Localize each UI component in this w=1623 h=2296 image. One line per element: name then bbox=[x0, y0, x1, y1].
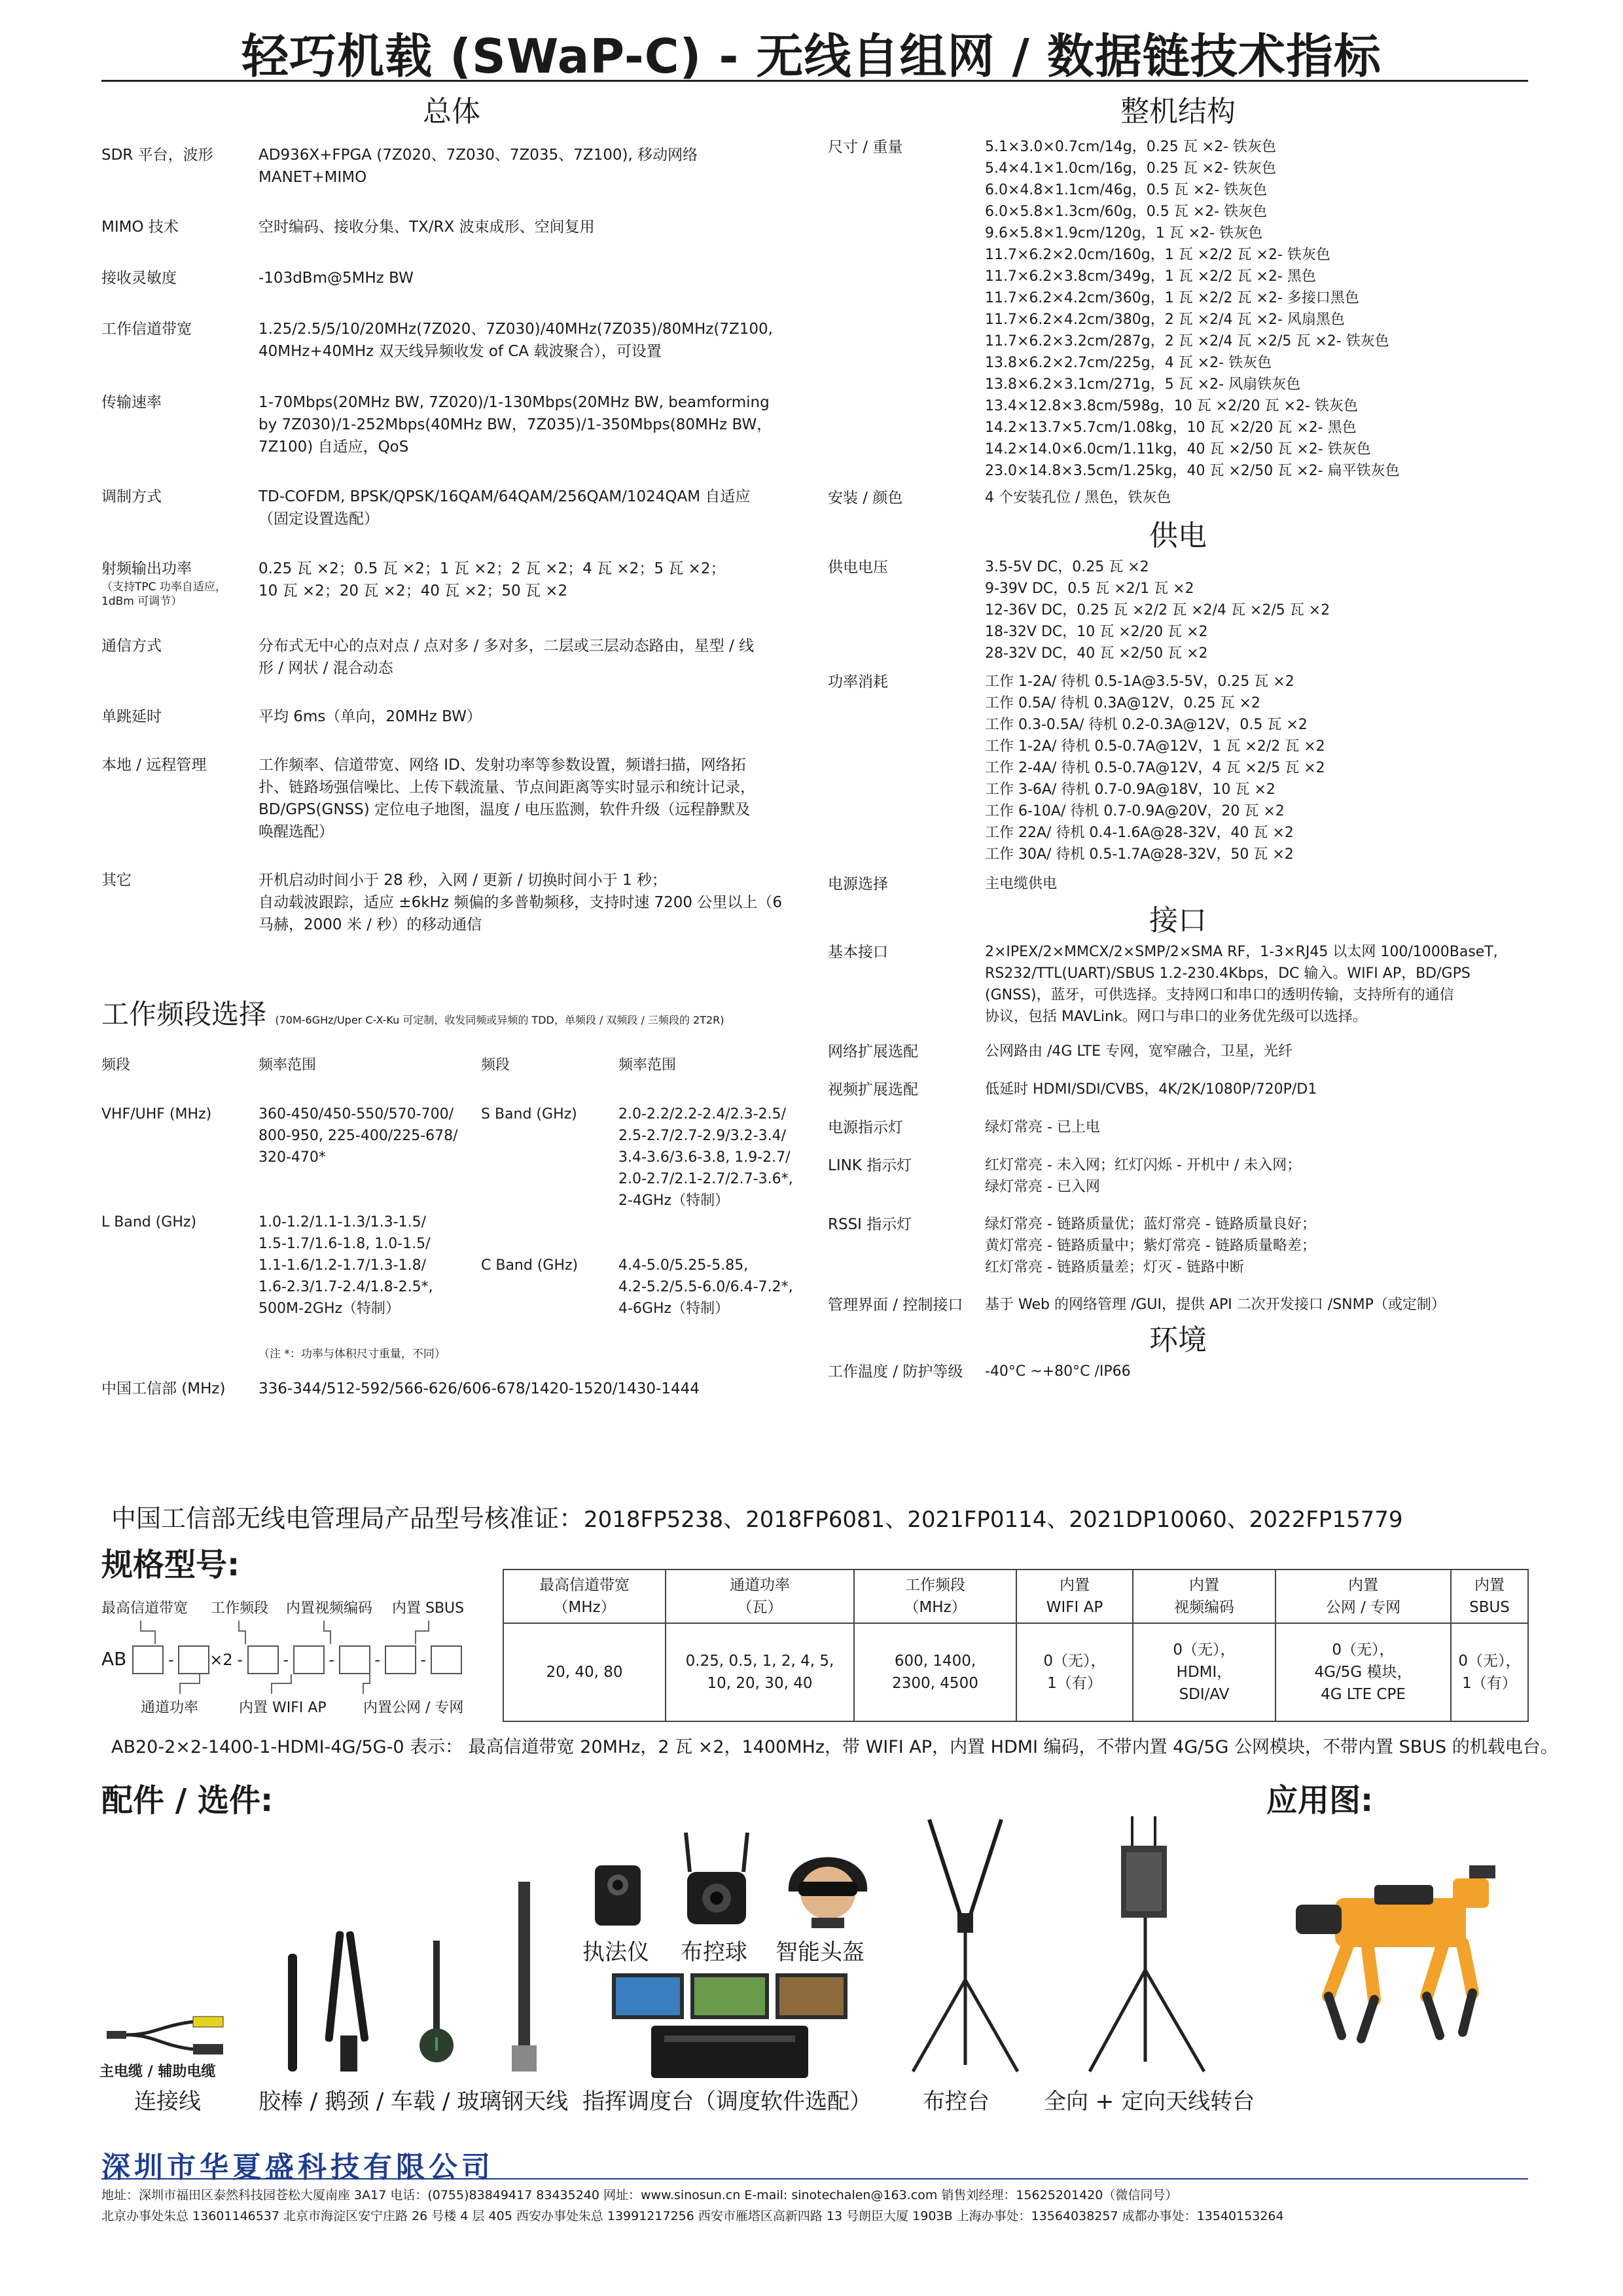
band-range-l: 1.0-1.2/1.1-1.3/1.3-1.5/ 1.5-1.7/1.6-1.8, 1.0-1.5/ 1.1-1.6/1.2-1.7/1.3-1.8/ 1.6-2.3/1.7-2.4/1.8-2.5*, 500M-2GHz（特制） bbox=[259, 1214, 433, 1317]
environment-heading: 环境 bbox=[1149, 1323, 1207, 1357]
spec-value: 低延时 HDMI/SDI/CVBS，4K/2K/1080P/720P/D1 bbox=[985, 1081, 1317, 1098]
turntable-caption: 全向 + 定向天线转台 bbox=[1044, 2089, 1255, 2115]
bands-heading bbox=[101, 995, 802, 1040]
spec-label bbox=[101, 558, 259, 609]
footer-rule bbox=[101, 2178, 1528, 2179]
spec-value: 0.25 瓦 ×2；0.5 瓦 ×2；1 瓦 ×2；2 瓦 ×2；4 瓦 ×2；5 瓦 ×2； 10 瓦 ×2；20 瓦 ×2；40 瓦 ×2；50 瓦 ×2 bbox=[259, 560, 726, 600]
code-box-video bbox=[339, 1645, 370, 1674]
tripod-caption: 布控台 bbox=[923, 2089, 990, 2115]
model-heading: 规格型号: bbox=[101, 1547, 240, 1583]
spec-label: 电源选择 bbox=[828, 876, 888, 893]
table-header: 内置 SBUS bbox=[1451, 1570, 1528, 1623]
model-code-diagram bbox=[101, 1597, 494, 1728]
code-box-bandwidth bbox=[132, 1645, 164, 1674]
spec-value: AD936X+FPGA (7Z020、7Z030、7Z035、7Z100), 移动网络 MANET+MIMO bbox=[259, 147, 698, 186]
general-heading: 总体 bbox=[423, 95, 480, 128]
code-label-network: 内置公网 / 专网 bbox=[363, 1700, 464, 1716]
spec-value: 绿灯常亮 - 已上电 bbox=[985, 1119, 1100, 1136]
spec-row-link-led bbox=[828, 1155, 1528, 1198]
spec-row-mimo bbox=[101, 216, 802, 238]
spec-row-latency bbox=[101, 706, 802, 728]
spec-row-environment bbox=[828, 1361, 1528, 1383]
band-range-vhf: 360-450/450-550/570-700/ 800-950, 225-400/225-678/ 320-470* bbox=[259, 1106, 458, 1166]
spec-row-sensitivity bbox=[101, 267, 802, 289]
smart-helmet-image bbox=[772, 1820, 883, 1931]
spec-value: 1.25/2.5/5/10/20MHz(7Z020、7Z030)/40MHz(7Z035)/80MHz(7Z100, 40MHz+40MHz 双天线异频收发 of CA 载波聚合），可设置 bbox=[259, 321, 773, 360]
spec-label: LINK 指示灯 bbox=[828, 1157, 912, 1174]
spec-value: -40°C ~+80°C /IP66 bbox=[985, 1363, 1131, 1380]
band-footnote: （注 *：功率与体积尺寸重量，不同） bbox=[259, 1348, 446, 1361]
table-header-row bbox=[503, 1570, 1528, 1623]
code-box-sbus bbox=[431, 1645, 462, 1674]
spec-value: 工作频率、信道带宽、网络 ID、发射功率等参数设置，频谱扫描，网络拓 扑、链路场强信噪比、上传下载流量、节点间距离等实时显示和统计记录， BD/GPS(GNSS) 定位电子地图，温度 / 电压监测，软件升级（远程静默及 唤醒选配） bbox=[259, 757, 755, 840]
code-label-bandwidth: 最高信道带宽 bbox=[101, 1600, 188, 1617]
spec-row-comm-mode bbox=[101, 635, 802, 679]
code-label-sbus: 内置 SBUS bbox=[392, 1600, 465, 1617]
spec-row-mount bbox=[828, 487, 1528, 509]
spec-value: 2×IPEX/2×MMCX/2×SMP/2×SMA RF，1-3×RJ45 以太网 100/1000BaseT, RS232/TTL(UART)/SBUS 1.2-230.4Kbps，DC 输入。WIFI AP，BD/GPS (GNSS)，蓝牙，可供选择。支持网口和串口的透明传输，支持所有的通信 协议，包括 MAVLink。网口与串口的业务优先级可以选择。 bbox=[985, 944, 1498, 1025]
spec-row-basic bbox=[828, 941, 1528, 1028]
spec-value: 空时编码、接收分集、TX/RX 波束成形、空间复用 bbox=[259, 219, 595, 236]
spec-label: 传输速率 bbox=[101, 394, 162, 411]
model-spec-table bbox=[503, 1569, 1529, 1722]
range-col-header: 频率范围 bbox=[259, 1057, 317, 1073]
title-rule bbox=[101, 80, 1528, 82]
spec-label: 接收灵敏度 bbox=[101, 270, 177, 287]
document-title: 轻巧机载 (SWaP-C) - 无线自组网 / 数据链技术指标 bbox=[241, 29, 1382, 84]
spec-label: 电源指示灯 bbox=[828, 1119, 903, 1136]
dome-camera-image bbox=[661, 1826, 772, 1931]
table-header: 最高信道带宽 （MHz） bbox=[503, 1570, 666, 1623]
robot-dog-image bbox=[1276, 1839, 1525, 2049]
cable-caption: 连接线 bbox=[134, 2089, 201, 2115]
band-spacer bbox=[618, 1211, 802, 1255]
band-label-vhf: VHF/UHF (MHz) bbox=[101, 1106, 212, 1122]
spec-value: 基于 Web 的网络管理 /GUI，提供 API 二次开发接口 /SNMP（或定制） bbox=[985, 1297, 1446, 1313]
interfaces-heading: 接口 bbox=[1149, 904, 1207, 937]
table-header: 通道功率 （瓦） bbox=[666, 1570, 854, 1623]
spec-value: 工作 1-2A/ 待机 0.5-1A@3.5-5V，0.25 瓦 ×2 工作 0.5A/ 待机 0.3A@12V，0.25 瓦 ×2 工作 0.3-0.5A/ 待机 0.2-0.3A@12V，0.5 瓦 ×2 工作 1-2A/ 待机 0.5-0.7A@12V，1 瓦 ×2/2 瓦 ×2 工作 2-4A/ 待机 0.5-0.7A@12V，4 瓦 ×2/5 瓦 ×2 工作 3-6A/ 待机 0.7-0.9A@18V，10 瓦 ×2 工作 6-10A/ 待机 0.7-0.9A@20V，20 瓦 ×2 工作 22A/ 待机 0.4-1.6A@28-32V，40 瓦 ×2 工作 30A/ 待机 0.5-1.7A@28-32V，50 瓦 ×2 bbox=[985, 673, 1325, 863]
spec-label: 工作信道带宽 bbox=[101, 321, 192, 338]
spec-label: 通信方式 bbox=[101, 637, 162, 655]
spec-row-rf-power bbox=[101, 558, 802, 609]
spec-value: 公网路由 /4G LTE 专网，宽窄融合，卫星，光纤 bbox=[985, 1043, 1293, 1060]
spec-value: 1-70Mbps(20MHz BW, 7Z020)/1-130Mbps(20MHz BW, beamforming by 7Z030)/1-252Mbps(40MHz BW，7Z035)/1-350Mbps(80MHz BW， 7Z100) 自适应，QoS bbox=[259, 394, 772, 456]
spec-label: 尺寸 / 重量 bbox=[828, 139, 903, 156]
general-section bbox=[101, 92, 802, 1400]
spec-row-power-led bbox=[828, 1117, 1528, 1139]
spec-row-voltage bbox=[828, 556, 1528, 664]
recorder-image bbox=[586, 1859, 664, 1931]
spec-label: 工作温度 / 防护等级 bbox=[828, 1363, 963, 1380]
spec-label: RSSI 指示灯 bbox=[828, 1216, 912, 1233]
table-header: 内置 公网 / 专网 bbox=[1275, 1570, 1451, 1623]
spec-value: 开机启动时间小于 28 秒，入网 / 更新 / 切换时间小于 1 秒； 自动载波跟踪，适应 ±6kHz 频偏的多普勒频移，支持时速 7200 公里以上（6 马赫，2000 米 / 秒）的移动通信 bbox=[259, 872, 783, 933]
cable-label: 主电缆 / 辅助电缆 bbox=[99, 2064, 216, 2080]
band-spacer bbox=[101, 1076, 802, 1103]
code-box-network bbox=[385, 1645, 416, 1674]
code-label-video: 内置视频编码 bbox=[286, 1600, 373, 1617]
spec-row-management-ui bbox=[828, 1294, 1528, 1316]
company-name: 深圳市华夏盛科技有限公司 bbox=[101, 2151, 494, 2184]
spec-label-text: 射频输出功率 bbox=[101, 560, 192, 577]
band-label-miit: 中国工信部 (MHz) bbox=[101, 1380, 226, 1397]
spec-row-other bbox=[101, 869, 802, 936]
spec-value: 主电缆供电 bbox=[985, 876, 1058, 892]
spec-value: 5.1×3.0×0.7cm/14g，0.25 瓦 ×2- 铁灰色 5.4×4.1×1.0cm/16g，0.25 瓦 ×2- 铁灰色 6.0×4.8×1.1cm/46g，0.5 瓦 ×2- 铁灰色 6.0×5.8×1.3cm/60g，0.5 瓦 ×2- 铁灰色 9.6×5.8×1.9cm/120g，1 瓦 ×2- 铁灰色 11.7×6.2×2.0cm/160g，1 瓦 ×2/2 瓦 ×2- 铁灰色 11.7×6.2×3.8cm/349g，1 瓦 ×2/2 瓦 ×2- 黑色 11.7×6.2×4.2cm/360g，1 瓦 ×2/2 瓦 ×2- 多接口黑色 11.7×6.2×4.2cm/380g，2 瓦 ×2/4 瓦 ×2- 风扇黑色 11.7×6.2×3.2cm/287g，2 瓦 ×2/4 瓦 ×2/5 瓦 ×2- 铁灰色 13.8×6.2×2.7cm/225g，4 瓦 ×2- 铁灰色 13.8×6.2×3.1cm/271g，5 瓦 ×2- 风扇铁灰色 13.4×12.8×3.8cm/598g，10 瓦 ×2/20 瓦 ×2- 铁灰色 14.2×13.7×5.7cm/1.08kg，10 瓦 ×2/20 瓦 ×2- 黑色 14.2×14.0×6.0cm/1.11kg，40 瓦 ×2/50 瓦 ×2- 铁灰色 23.0×14.8×3.5cm/1.25kg，40 瓦 ×2/50 瓦 ×2- 扁平铁灰色 bbox=[985, 139, 1400, 479]
spec-value: TD-COFDM, BPSK/QPSK/16QAM/64QAM/256QAM/1024QAM 自适应 （固定设置选配） bbox=[259, 488, 751, 528]
turntable-image bbox=[1063, 1813, 1234, 2081]
table-row bbox=[503, 1623, 1528, 1721]
code-label-band: 工作频段 bbox=[211, 1600, 269, 1617]
code-box-wifi bbox=[293, 1645, 325, 1674]
spec-row-management bbox=[101, 754, 802, 843]
spec-row-bandwidth bbox=[101, 318, 802, 363]
spec-label: 其它 bbox=[101, 872, 132, 889]
console-caption: 指挥调度台（调度软件选配） bbox=[582, 2089, 872, 2115]
code-boxes: AB - ×2 - - - - - bbox=[101, 1645, 462, 1674]
spec-label: 供电电压 bbox=[828, 559, 888, 576]
table-header: 工作频段 （MHz） bbox=[854, 1570, 1016, 1623]
spec-value: 红灯常亮 - 未入网；红灯闪烁 - 开机中 / 未入网； 绿灯常亮 - 已入网 bbox=[985, 1157, 1302, 1195]
approval-numbers: 2018FP5238、2018FP6081、2021FP0114、2021DP10060、2022FP15779 bbox=[584, 1507, 1403, 1533]
band-spacer bbox=[101, 1186, 259, 1194]
structure-section bbox=[828, 92, 1528, 1383]
band-spacer bbox=[259, 1186, 481, 1211]
table-cell: 0.25, 0.5, 1, 2, 4, 5, 10, 20, 30, 40 bbox=[666, 1623, 854, 1721]
spec-row-network-ext bbox=[828, 1041, 1528, 1063]
range-col-header: 频率范围 bbox=[618, 1057, 677, 1073]
spec-value: 平均 6ms（单向，20MHz BW） bbox=[259, 708, 482, 725]
code-box-power bbox=[178, 1645, 209, 1674]
band-label-s: S Band (GHz) bbox=[481, 1106, 577, 1122]
band-range-miit: 336-344/512-592/566-626/606-678/1420-1520/1430-1444 bbox=[259, 1380, 700, 1397]
antennas-image bbox=[275, 1869, 556, 2078]
approval-prefix: 中国工信部无线电管理局产品型号核准证： bbox=[111, 1504, 584, 1533]
band-col-header: 频段 bbox=[481, 1057, 510, 1073]
code-label-power: 通道功率 bbox=[141, 1700, 199, 1716]
spec-label: MIMO 技术 bbox=[101, 219, 179, 236]
accessories-heading: 配件 / 选件: bbox=[101, 1782, 274, 1819]
table-header: 内置 视频编码 bbox=[1133, 1570, 1275, 1623]
spec-value: 3.5-5V DC，0.25 瓦 ×2 9-39V DC，0.5 瓦 ×2/1 瓦 ×2 12-36V DC，0.25 瓦 ×2/2 瓦 ×2/4 瓦 ×2/5 瓦 ×2 18-32V DC，10 瓦 ×2/20 瓦 ×2 28-32V DC，40 瓦 ×2/50 瓦 ×2 bbox=[985, 559, 1330, 662]
band-label-c: C Band (GHz) bbox=[481, 1257, 579, 1274]
cable-image bbox=[101, 2013, 239, 2058]
band-row-miit bbox=[101, 1378, 802, 1400]
code-prefix: AB bbox=[101, 1648, 127, 1670]
spec-label: 调制方式 bbox=[101, 488, 162, 505]
spec-label: 单跳延时 bbox=[101, 708, 162, 725]
structure-heading: 整机结构 bbox=[1120, 95, 1236, 128]
spec-label: 本地 / 远程管理 bbox=[101, 757, 207, 774]
table-cell: 0（无）， 1（有） bbox=[1016, 1623, 1133, 1721]
bands-heading-text: 工作频段选择 bbox=[101, 998, 267, 1030]
application-heading: 应用图: bbox=[1266, 1782, 1374, 1819]
spec-value: 分布式无中心的点对点 / 点对多 / 多对多，二层或三层动态路由，星型 / 线 形 / 网状 / 混合动态 bbox=[259, 637, 755, 677]
spec-row-size bbox=[828, 136, 1528, 482]
spec-label: 网络扩展选配 bbox=[828, 1043, 918, 1060]
band-range-c: 4.4-5.0/5.25-5.85, 4.2-5.2/5.5-6.0/6.4-7.2*, 4-6GHz（特制） bbox=[618, 1257, 793, 1317]
spec-label: 视频扩展选配 bbox=[828, 1081, 918, 1098]
table-cell: 0（无）， HDMI， SDI/AV bbox=[1133, 1623, 1275, 1721]
spec-label-sub: （支持TPC 功率自适应，1dBm 可调节） bbox=[101, 581, 226, 608]
footer-office-line: 北京办事处朱总 13601146537 北京市海淀区安宁庄路 26 号楼 4 层 405 西安办事处朱总 13991217256 西安市雁塔区高新四路 13 号朗臣大厦 1903B 上海办事处：13564038257 成都办事处：13540153264 bbox=[101, 2209, 1284, 2223]
spec-label: 安装 / 颜色 bbox=[828, 490, 903, 507]
table-header: 内置 WIFI AP bbox=[1016, 1570, 1133, 1623]
spec-label: 基本接口 bbox=[828, 944, 888, 961]
table-cell: 0（无）， 4G/5G 模块， 4G LTE CPE bbox=[1275, 1623, 1451, 1721]
table-cell: 600, 1400, 2300, 4500 bbox=[854, 1623, 1016, 1721]
code-box-band bbox=[247, 1645, 279, 1674]
table-cell: 20, 40, 80 bbox=[503, 1623, 666, 1721]
spec-row-rssi-led bbox=[828, 1213, 1528, 1278]
spec-row-modulation bbox=[101, 486, 802, 530]
spec-row-consumption bbox=[828, 671, 1528, 865]
recorder-caption: 执法仪 bbox=[582, 1939, 649, 1965]
footer-contact-line: 地址：深圳市福田区泰然科技园苍松大厦南座 3A17 电话：(0755)83849417 83435240 网址：www.sinosun.cn E-mail: sinotechalen@163.com 销售刘经理：15625201420（微信同号） bbox=[101, 2188, 1178, 2202]
band-spacer bbox=[481, 1211, 618, 1255]
command-console-image bbox=[599, 1970, 861, 2081]
helmet-caption: 智能头盔 bbox=[776, 1939, 865, 1965]
spec-row-video-ext bbox=[828, 1079, 1528, 1101]
band-col-header: 频段 bbox=[101, 1057, 131, 1073]
spec-value: 4 个安装孔位 / 黑色，铁灰色 bbox=[985, 490, 1171, 506]
spec-value: -103dBm@5MHz BW bbox=[259, 270, 414, 287]
bands-note: (70M-6GHz/Uper C-X-Ku 可定制，收发同频或异频的 TDD，单频段 / 双频段 / 三频段的 2T2R) bbox=[275, 1014, 724, 1026]
model-example: AB20-2×2-1400-1-HDMI-4G/5G-0 表示： 最高信道带宽 20MHz，2 瓦 ×2，1400MHz，带 WIFI AP，内置 HDMI 编码，不带内置 4G/5G 公网模块，不带内置 SBUS 的机载电台。 bbox=[111, 1737, 1558, 1757]
tripod-image bbox=[900, 1816, 1031, 2078]
antenna-caption: 胶棒 / 鹅颈 / 车载 / 玻璃钢天线 bbox=[259, 2089, 569, 2115]
power-heading: 供电 bbox=[1149, 519, 1207, 552]
table-cell: 0（无）， 1（有） bbox=[1451, 1623, 1528, 1721]
band-table bbox=[101, 1054, 802, 1319]
dome-caption: 布控球 bbox=[681, 1939, 747, 1965]
spec-label: 管理界面 / 控制接口 bbox=[828, 1297, 963, 1314]
band-range-s: 2.0-2.2/2.2-2.4/2.3-2.5/ 2.5-2.7/2.7-2.9/3.2-3.4/ 3.4-3.6/3.6-3.8, 1.9-2.7/ 2.0-2.7/2.1-2.7/2.7-3.6*, 2-4GHz（特制） bbox=[618, 1106, 793, 1209]
code-label-wifi: 内置 WIFI AP bbox=[239, 1700, 327, 1716]
spec-value: 绿灯常亮 - 链路质量优；蓝灯常亮 - 链路质量良好； 黄灯常亮 - 链路质量中；紫灯常亮 - 链路质量略差； 红灯常亮 - 链路质量差；灯灭 - 链路中断 bbox=[985, 1216, 1316, 1276]
spec-row-rate bbox=[101, 391, 802, 458]
code-times2: ×2 bbox=[209, 1651, 233, 1669]
spec-row-sdr bbox=[101, 144, 802, 188]
spec-label: 功率消耗 bbox=[828, 673, 888, 691]
approval-line bbox=[111, 1502, 1551, 1536]
spec-row-source bbox=[828, 873, 1528, 895]
band-label-l: L Band (GHz) bbox=[101, 1214, 197, 1230]
spec-label: SDR 平台，波形 bbox=[101, 147, 213, 164]
